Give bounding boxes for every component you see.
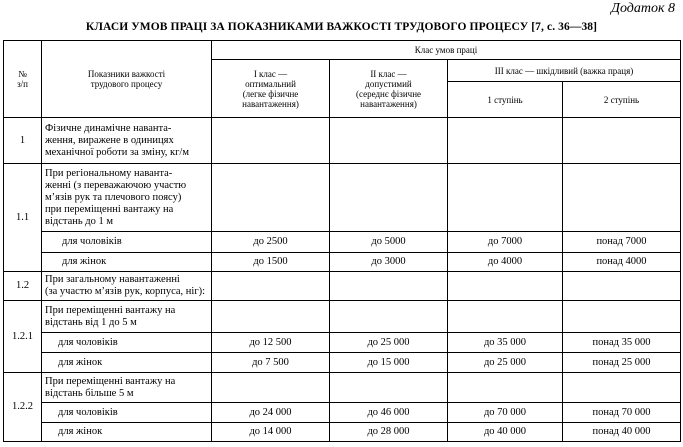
cell-degree-1: до 35 000 [448, 333, 563, 353]
row-indicator: При переміщенні вантажу на відстань від 1 до 5 м [42, 301, 212, 333]
addendum-label: Додаток 8 [611, 1, 675, 16]
table-row [4, 373, 681, 403]
cell-class-1: до 14 000 [212, 423, 330, 442]
row-label-women: для жінок [42, 353, 212, 373]
table-row [4, 423, 681, 442]
row-num: 1 [4, 118, 42, 164]
work-conditions-table [3, 40, 681, 442]
cell-class-2: до 15 000 [330, 353, 448, 373]
cell-degree-2: понад 35 000 [563, 333, 681, 353]
header-indicator: Показники важкості трудового процесу [42, 41, 212, 118]
cell-class-1: до 24 000 [212, 403, 330, 423]
cell-degree-1: до 40 000 [448, 423, 563, 442]
row-label-women: для жінок [42, 423, 212, 442]
header-class-3: III клас — шкідливий (важка праця) [448, 60, 681, 82]
row-label-men: для чоловіків [42, 403, 212, 423]
table-row [4, 403, 681, 423]
cell-class-1: до 2500 [212, 232, 330, 253]
table-row [4, 118, 681, 164]
cell-degree-2: понад 4000 [563, 253, 681, 272]
cell-class-1: до 1500 [212, 253, 330, 272]
row-indicator: При загальному навантаженні (за участю м’язів рук, корпуса, ніг): [42, 272, 212, 301]
row-num: 1.1 [4, 164, 42, 272]
cell-degree-1: до 25 000 [448, 353, 563, 373]
cell-class-2: до 25 000 [330, 333, 448, 353]
table-row [4, 232, 681, 253]
cell-degree-2: понад 70 000 [563, 403, 681, 423]
cell-degree-1: до 4000 [448, 253, 563, 272]
row-indicator: При переміщенні вантажу на відстань більше 5 м [42, 373, 212, 403]
row-num: 1.2.2 [4, 373, 42, 442]
cell-degree-2: понад 40 000 [563, 423, 681, 442]
row-num: 1.2 [4, 272, 42, 301]
row-indicator: При регіональному наванта- женні (з переважаючою участю м’язів рук та плечового поясу) при переміщенні вантажу на відстань до 1 м [42, 164, 212, 232]
table-row [4, 301, 681, 333]
cell-degree-2: понад 25 000 [563, 353, 681, 373]
cell-class-2: до 5000 [330, 232, 448, 253]
header-class-1: I клас — оптимальний (легке фізичне навантаження) [212, 60, 330, 118]
cell-class-1: до 7 500 [212, 353, 330, 373]
table-row [4, 353, 681, 373]
cell-degree-2: понад 7000 [563, 232, 681, 253]
row-label-men: для чоловіків [42, 232, 212, 253]
table-row [4, 253, 681, 272]
header-degree-2: 2 ступінь [563, 82, 681, 118]
cell-class-1: до 12 500 [212, 333, 330, 353]
table-row [4, 164, 681, 232]
cell-class-2: до 3000 [330, 253, 448, 272]
cell-class-2: до 28 000 [330, 423, 448, 442]
header-class-group: Клас умов праці [212, 41, 681, 60]
row-label-women: для жінок [42, 253, 212, 272]
header-class-2: II клас — допустимий (середнє фізичне навантаження) [330, 60, 448, 118]
header-num: № з/п [4, 41, 42, 118]
table-row [4, 333, 681, 353]
header-degree-1: 1 ступінь [448, 82, 563, 118]
row-num: 1.2.1 [4, 301, 42, 373]
cell-degree-1: до 70 000 [448, 403, 563, 423]
row-indicator: Фізичне динамічне наванта- ження, виражене в одиницях механічної роботи за зміну, кг/м [42, 118, 212, 164]
table-row [4, 272, 681, 301]
cell-degree-1: до 7000 [448, 232, 563, 253]
cell-class-2: до 46 000 [330, 403, 448, 423]
page-title: КЛАСИ УМОВ ПРАЦІ ЗА ПОКАЗНИКАМИ ВАЖКОСТІ ТРУДОВОГО ПРОЦЕСУ [7, с. 36—38] [85, 21, 598, 33]
row-label-men: для чоловіків [42, 333, 212, 353]
